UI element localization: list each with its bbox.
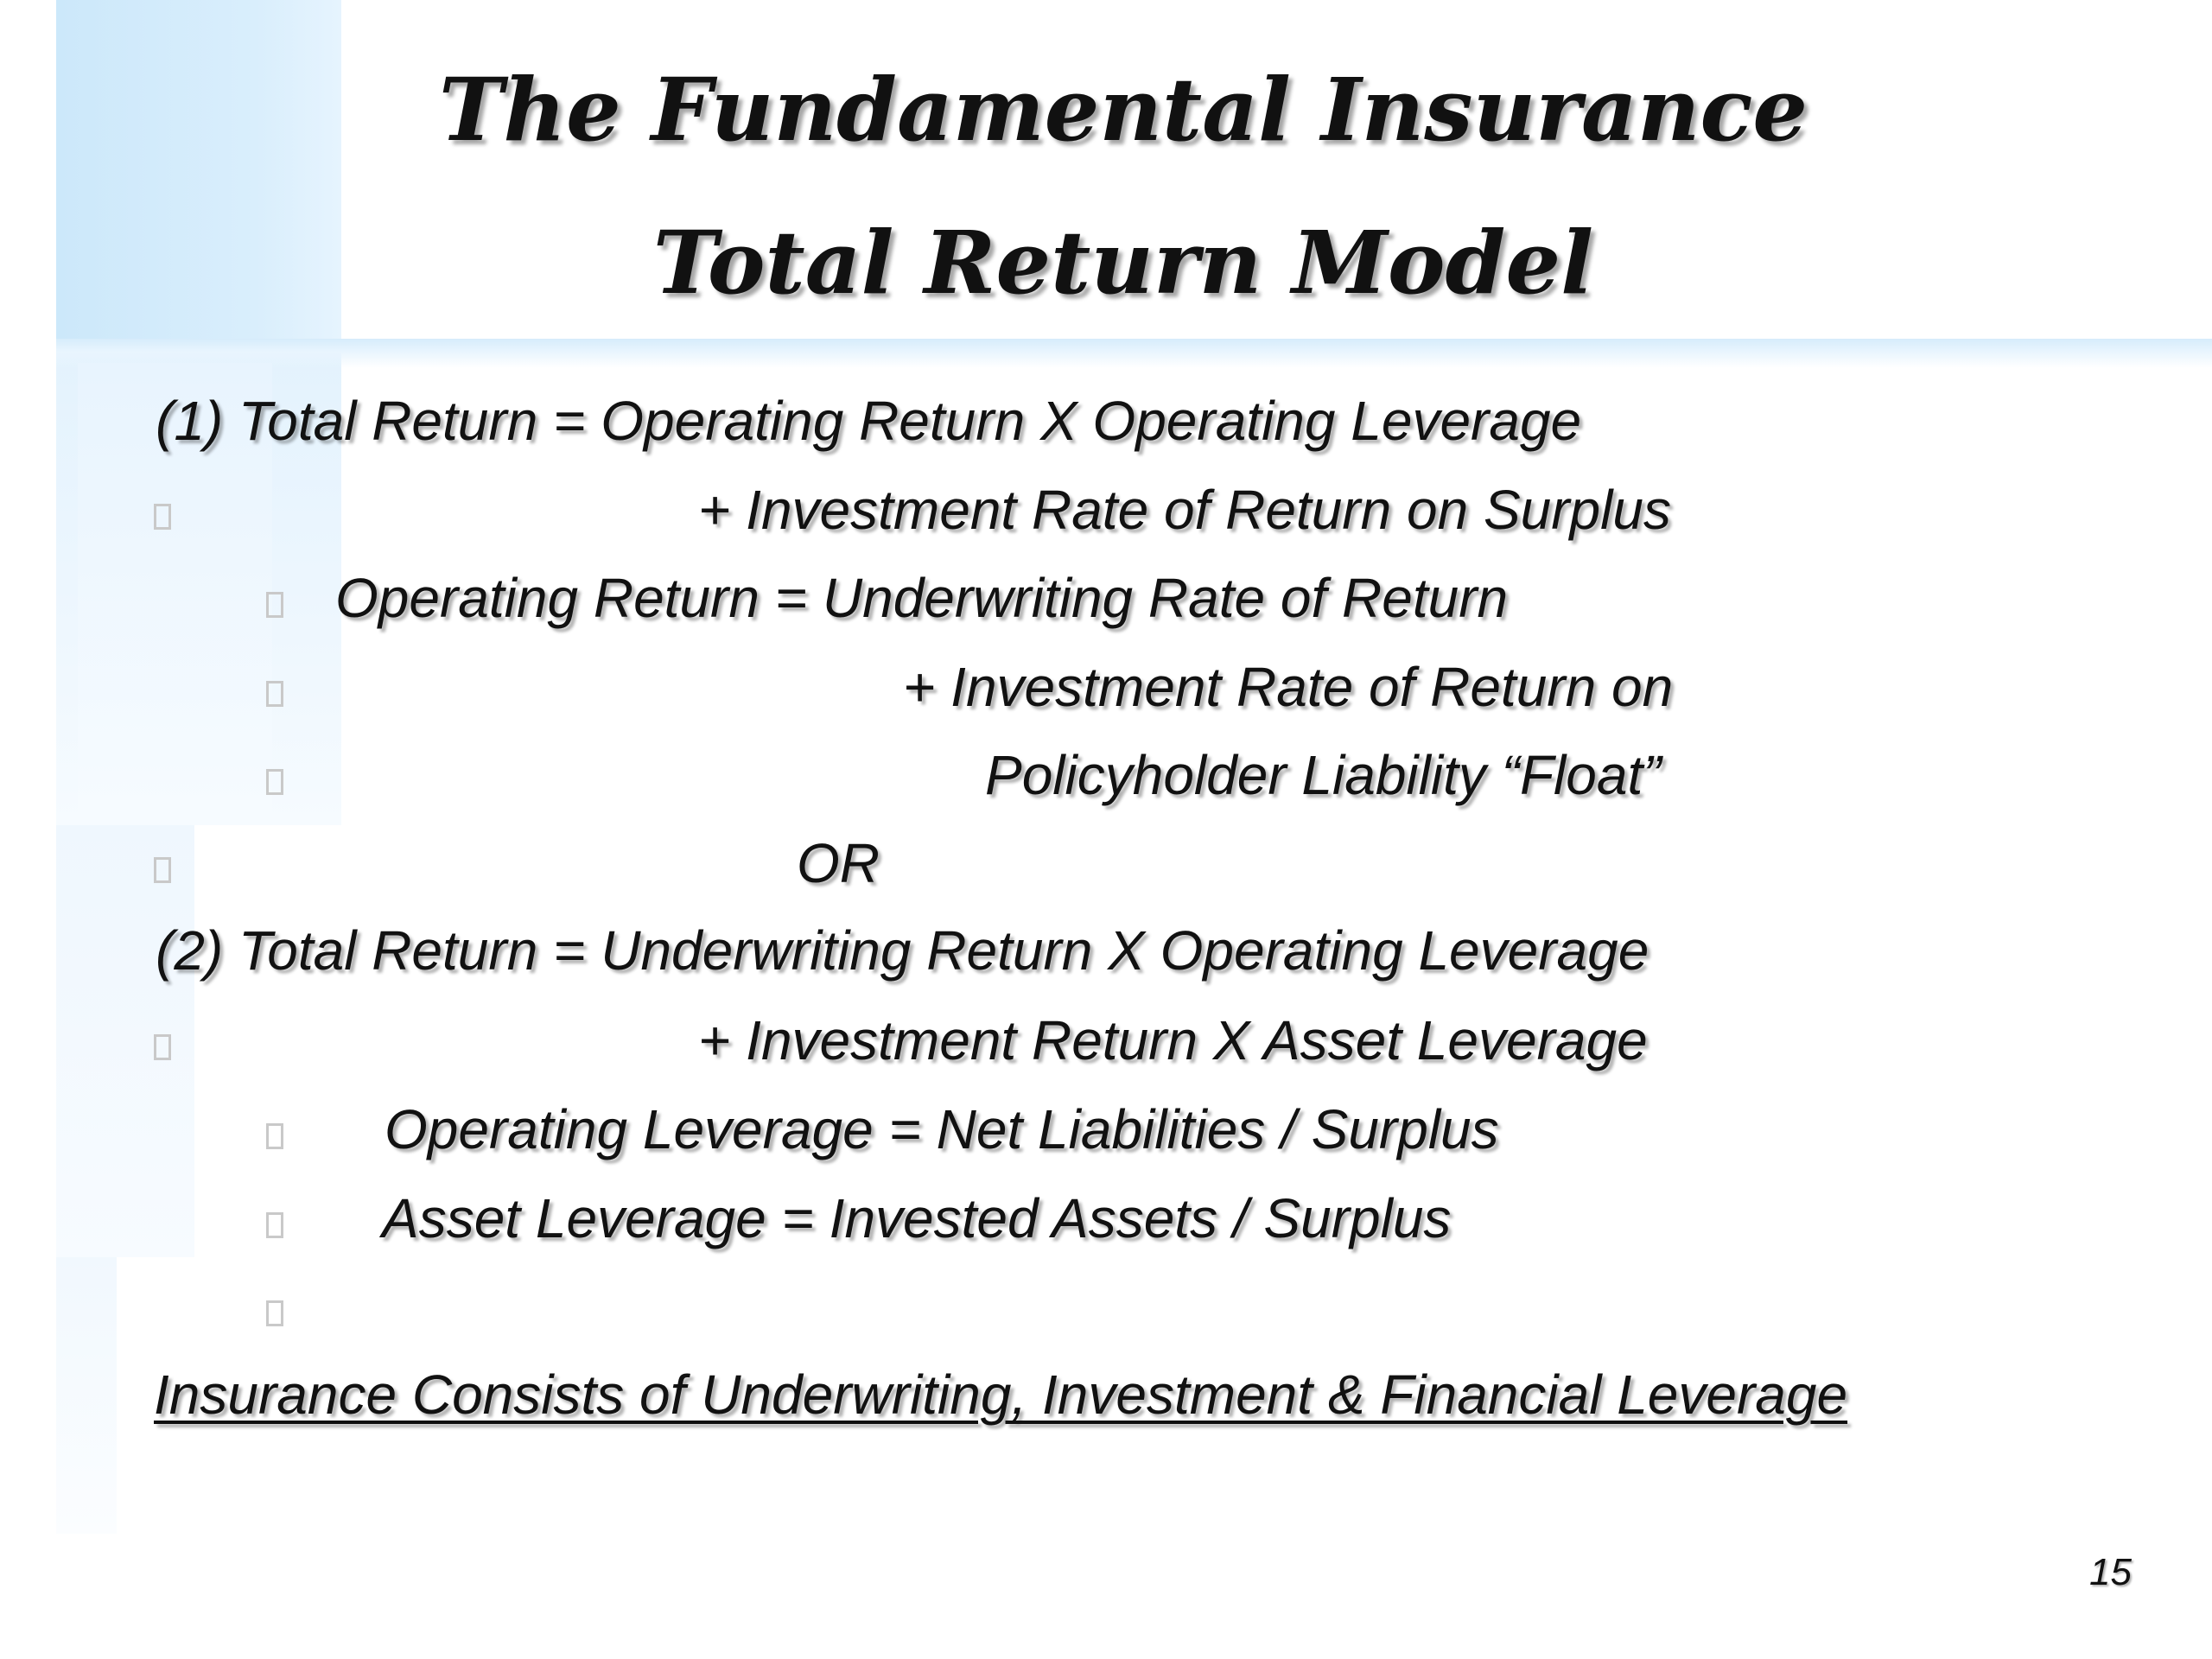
or-separator: OR	[797, 832, 880, 894]
bullet-icon	[154, 857, 171, 883]
equation-2-line-1: (2) Total Return = Underwriting Return X Operating Leverage	[156, 919, 1649, 982]
slide-title-line-1: The Fundamental Insurance	[438, 59, 1808, 161]
bullet-icon	[154, 504, 171, 530]
equation-1-line-2: + Investment Rate of Return on Surplus	[698, 479, 1671, 541]
closing-statement: Insurance Consists of Underwriting, Investment & Financial Leverage	[154, 1363, 1848, 1426]
decorative-divider	[56, 339, 2212, 368]
bullet-icon	[266, 681, 283, 707]
decorative-block	[56, 1257, 117, 1534]
page-number: 15	[2089, 1551, 2132, 1593]
sub-equation-1-line-2: + Investment Rate of Return on	[903, 656, 1674, 718]
decorative-block	[56, 825, 194, 1257]
slide-title-line-2: Total Return Model	[652, 212, 1594, 314]
bullet-icon	[266, 1300, 283, 1326]
definition-operating-leverage: Operating Leverage = Net Liabilities / Surplus	[385, 1098, 1499, 1160]
bullet-icon	[266, 1123, 283, 1149]
sub-equation-1-line-3: Policyholder Liability “Float”	[985, 744, 1662, 806]
equation-1-line-1: (1) Total Return = Operating Return X Operating Leverage	[156, 390, 1582, 452]
equation-2-line-2: + Investment Return X Asset Leverage	[698, 1009, 1648, 1071]
bullet-icon	[154, 1034, 171, 1060]
sub-equation-1-line-1: Operating Return = Underwriting Rate of Return	[335, 567, 1509, 629]
bullet-icon	[266, 592, 283, 618]
bullet-icon	[266, 769, 283, 795]
bullet-icon	[266, 1212, 283, 1238]
definition-asset-leverage: Asset Leverage = Invested Assets / Surplus	[382, 1187, 1452, 1249]
